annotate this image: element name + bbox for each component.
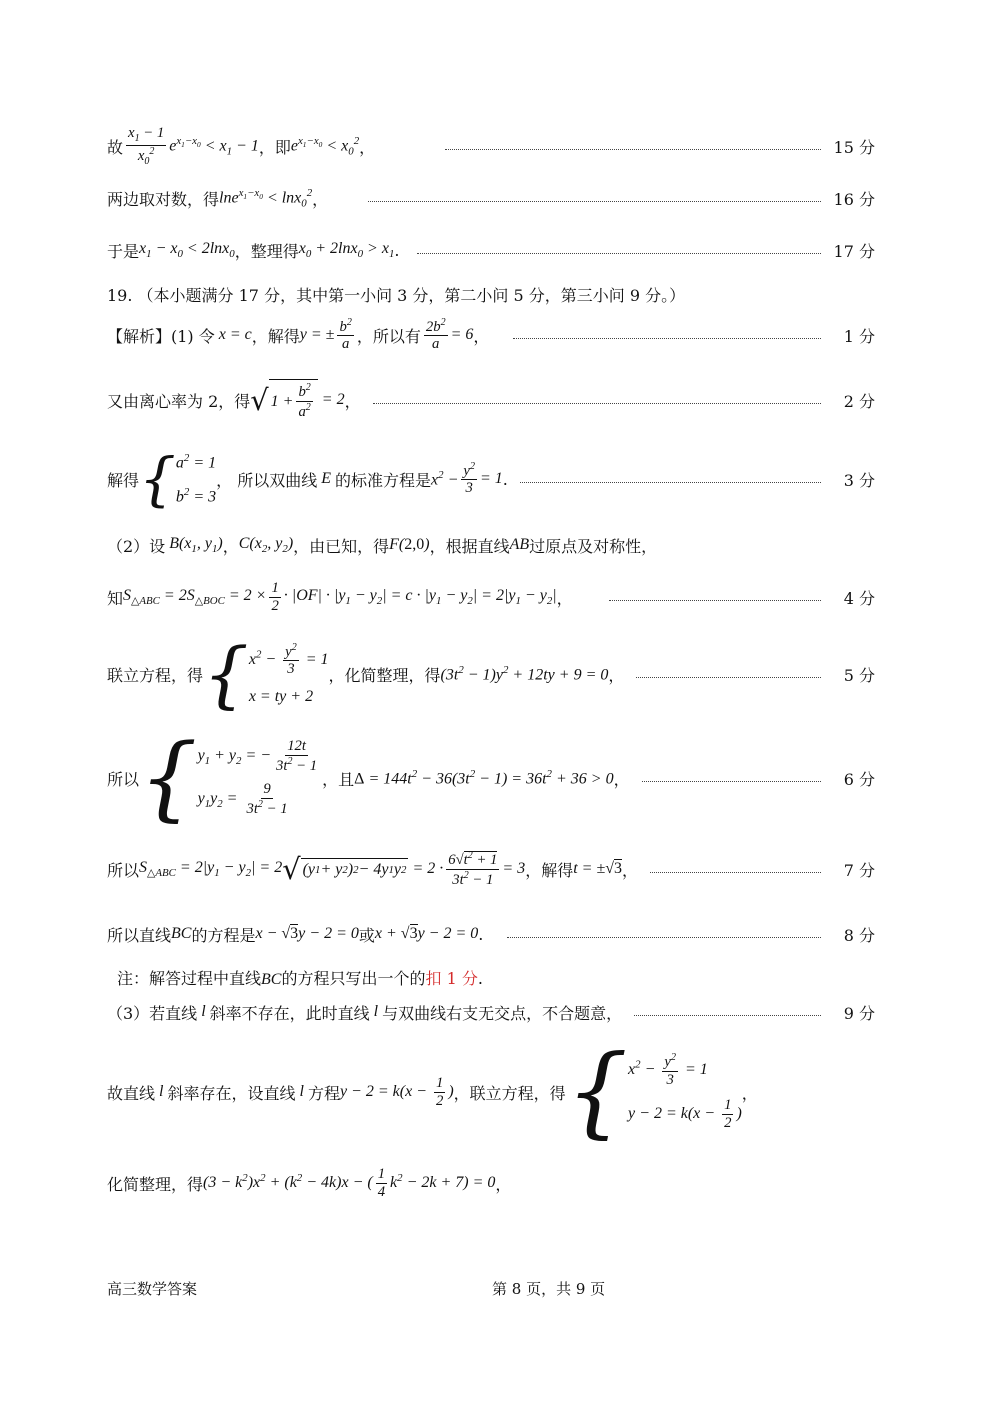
leader-dots — [445, 149, 821, 150]
text: 所以 — [107, 860, 140, 880]
sqrt-expression: √ 1 + $\frac{b^2}{a^2}$ — [250, 379, 318, 421]
formula: lne$^{x_1-x_0}$ < lnx$_0^2$ — [219, 186, 313, 210]
text: 故直线 — [107, 1083, 156, 1103]
text: ，化简整理，得 — [328, 665, 441, 685]
text: 又由离心率为 2，得 — [107, 391, 251, 411]
formula: = 6 — [450, 326, 474, 343]
formula: l — [369, 1003, 383, 1020]
text: ， — [613, 769, 630, 789]
text: 的方程是 — [191, 925, 256, 945]
text: . — [394, 240, 400, 260]
formula: $B(x_1$, $y_1$) — [165, 534, 223, 556]
score-label: 16 分 — [833, 189, 875, 209]
formula: $(3t^2 - 1)y^2 + 12ty + 9 = 0$ — [440, 663, 609, 684]
text: ，所以有 — [356, 326, 421, 346]
solution-step-9 — [107, 998, 875, 1026]
text: ， — [608, 665, 625, 685]
text: （3）若直线 — [107, 1003, 198, 1023]
text: 化简整理，得 — [107, 1174, 204, 1194]
text: ， — [495, 1174, 512, 1194]
solution-step-10 — [107, 1035, 875, 1149]
text: 所以 — [107, 769, 140, 789]
equation-system: { $y_1 + y_2$ = − $\frac{12t}{3t^2 - 1}$ $y_1y_2$ = $\frac{9}{3t^2 - 1}$ — [139, 724, 318, 831]
text: 斜率不存在，此时直线 — [209, 1003, 370, 1023]
leader-dots — [642, 781, 821, 782]
text: 与双曲线右支无交点，不合题意， — [382, 1003, 623, 1023]
score-label: 1 分 — [843, 326, 875, 346]
question-19-heading — [107, 281, 875, 307]
formula: F(2,0) — [389, 536, 430, 553]
text: 故 — [107, 137, 124, 157]
text: ，即 — [258, 137, 291, 157]
formula: x + √3y − 2 = 0 — [374, 925, 479, 942]
solution-step-5 — [107, 632, 875, 716]
text: 斜率存在，设直线 — [167, 1083, 296, 1103]
solution-step-7 — [107, 844, 875, 894]
formula: $C(x_2$, $y_2$) — [238, 534, 294, 556]
formula: l — [295, 1083, 308, 1100]
text: ， — [473, 326, 490, 346]
leader-dots — [373, 403, 821, 404]
formula: = 2 · — [408, 860, 444, 877]
formula: $e^{x_1-x_0} < x_0^2$ — [290, 134, 360, 158]
solution-step-1 — [107, 312, 875, 358]
solution-step-6 — [107, 724, 875, 831]
fraction: $\frac{x_1 - 1}{x_0^2}$ — [128, 125, 165, 167]
formula: x = c — [214, 326, 252, 343]
formula: $(3 - k^2)x^2 + (k^2 - 4k)x$ − ( $\frac{1}{4}$ $k^2 - 2k + 7) = 0$ — [203, 1165, 496, 1200]
leader-dots — [368, 201, 821, 202]
formula: t = ±√3 — [573, 860, 623, 877]
score-label: 3 分 — [843, 470, 875, 490]
solution-line-17 — [107, 236, 875, 264]
score-label: 17 分 — [833, 241, 875, 261]
leader-dots — [513, 338, 821, 339]
formula: y − 2 = k(x − $\frac{1}{2}$ ) — [339, 1074, 454, 1109]
leader-dots — [634, 1015, 821, 1016]
text: . — [502, 469, 508, 489]
leader-dots — [636, 677, 821, 678]
text: . — [478, 924, 484, 944]
formula: · $|OF| \cdot |y_1 - y_2| = c \cdot |y_1 - y_2| = 2|y_1 - y_2|$ — [283, 586, 557, 608]
text: 过原点及对称性， — [529, 536, 658, 556]
text: 注：解答过程中直线 — [117, 969, 262, 988]
grading-note — [117, 966, 483, 989]
formula: = 3 — [502, 860, 526, 877]
text: 方程 — [307, 1083, 340, 1103]
formula: $x_1 - x_0 < 2\ln x_0$ — [139, 239, 235, 261]
fraction: $\frac{y^2}{3}$ — [463, 460, 475, 497]
text: 两边取对数，得 — [107, 189, 220, 209]
text: ， — [741, 1083, 758, 1103]
solution-line-15 — [107, 124, 875, 168]
formula: = 1 — [479, 470, 503, 487]
leader-dots — [417, 253, 821, 254]
formula: $S_{\triangle ABC} = 2|y_1 - y_2| = 2$ — [139, 858, 283, 880]
solution-step-11 — [107, 1160, 875, 1206]
leader-dots — [650, 872, 821, 873]
equation-system: { $a^2 = 1$ $b^2 = 3$ — [139, 445, 217, 513]
text: ，且 — [322, 769, 355, 789]
score-label: 4 分 — [843, 588, 875, 608]
text: ， — [359, 137, 376, 157]
text: . — [477, 969, 483, 988]
text: ，解得 — [525, 860, 574, 880]
formula: E — [317, 470, 336, 487]
formula: y = ± — [299, 326, 335, 343]
formula: $x^2$ − — [431, 468, 459, 489]
text: ， — [312, 189, 329, 209]
text: 解得 — [107, 470, 140, 490]
leader-dots — [507, 937, 821, 938]
text: 的方程只写出一个的 — [281, 969, 426, 988]
solution-step-2 — [107, 374, 875, 426]
text: ，根据直线 — [429, 536, 510, 556]
score-label: 2 分 — [843, 391, 875, 411]
part-2-intro — [107, 531, 875, 559]
text: ，解得 — [251, 326, 300, 346]
text: 19. （本小题满分 17 分，其中第一小问 3 分，第二小问 5 分，第三小问 9 分。） — [107, 285, 686, 305]
formula: l — [197, 1003, 210, 1020]
solution-step-3 — [107, 445, 875, 513]
score-label: 15 分 — [833, 137, 875, 157]
text: ， — [622, 860, 639, 880]
fraction: $\frac{b^2}{a}$ — [339, 316, 352, 353]
formula: $e^{x_1-x_0} < x_1 - 1$ — [169, 134, 259, 158]
score-label: 9 分 — [843, 1003, 875, 1023]
text: （2）设 — [107, 536, 166, 556]
formula: BC — [171, 925, 192, 942]
deduction-highlight: 扣 1 分 — [425, 969, 478, 988]
fraction: $\frac{1}{2}$ — [271, 579, 279, 614]
formula: = 2 — [317, 391, 345, 408]
fraction: $\frac{6√t^2 + 1}{3t^2 - 1}$ — [448, 849, 498, 888]
formula: AB — [509, 536, 530, 553]
text: ，整理得 — [234, 241, 299, 261]
text: 所以直线 — [107, 925, 172, 945]
text: 或 — [358, 925, 375, 945]
solution-step-8 — [107, 920, 875, 948]
formula: x − √3y − 2 = 0 — [255, 925, 359, 942]
formula: $\Delta = 144t^2 - 36(3t^2 - 1) = 36t^2 + 36 > 0$ — [354, 767, 614, 788]
equation-system: { $x^2$ − $\frac{y^2}{3}$ = 1 x = ty + 2 — [203, 632, 329, 716]
formula: BC — [261, 971, 282, 988]
leader-dots — [520, 482, 821, 483]
text: ， — [222, 536, 239, 556]
text: ， — [556, 588, 573, 608]
score-label: 7 分 — [843, 860, 875, 880]
equation-system: { $x^2$ − $\frac{y^2}{3}$ = 1 y − 2 = k(x − $\frac{1}{2}$ ) — [565, 1035, 742, 1149]
solution-line-16 — [107, 184, 875, 212]
score-label: 5 分 — [843, 665, 875, 685]
text: ， 所以双曲线 — [216, 470, 318, 490]
text: ，联立方程，得 — [453, 1083, 566, 1103]
formula: l — [155, 1083, 168, 1100]
leader-dots — [609, 600, 821, 601]
fraction: $\frac{2b^2}{a}$ — [425, 316, 446, 353]
footer-page-number: 第 8 页，共 9 页 — [492, 1280, 606, 1298]
text: ， — [344, 391, 361, 411]
text: 联立方程，得 — [107, 665, 204, 685]
text: 的标准方程是 — [335, 470, 432, 490]
score-label: 6 分 — [843, 769, 875, 789]
formula: $x_0 + 2\ln x_0 > x_1$ — [298, 239, 395, 261]
text: 于是 — [107, 241, 140, 261]
solution-step-4 — [107, 576, 875, 618]
text: 【解析】(1) 令 — [107, 326, 215, 346]
score-label: 8 分 — [843, 925, 875, 945]
text: ，由已知，得 — [293, 536, 390, 556]
sqrt-expression: √ (y 1 + y 2 ) 2 − 4y 1 y 2 — [282, 851, 407, 886]
footer-left: 高三数学答案 — [107, 1280, 198, 1298]
formula: $S_{\triangle ABC} = 2S_{\triangle BOC} = 2$ × — [123, 586, 267, 608]
text: 知 — [107, 588, 124, 608]
